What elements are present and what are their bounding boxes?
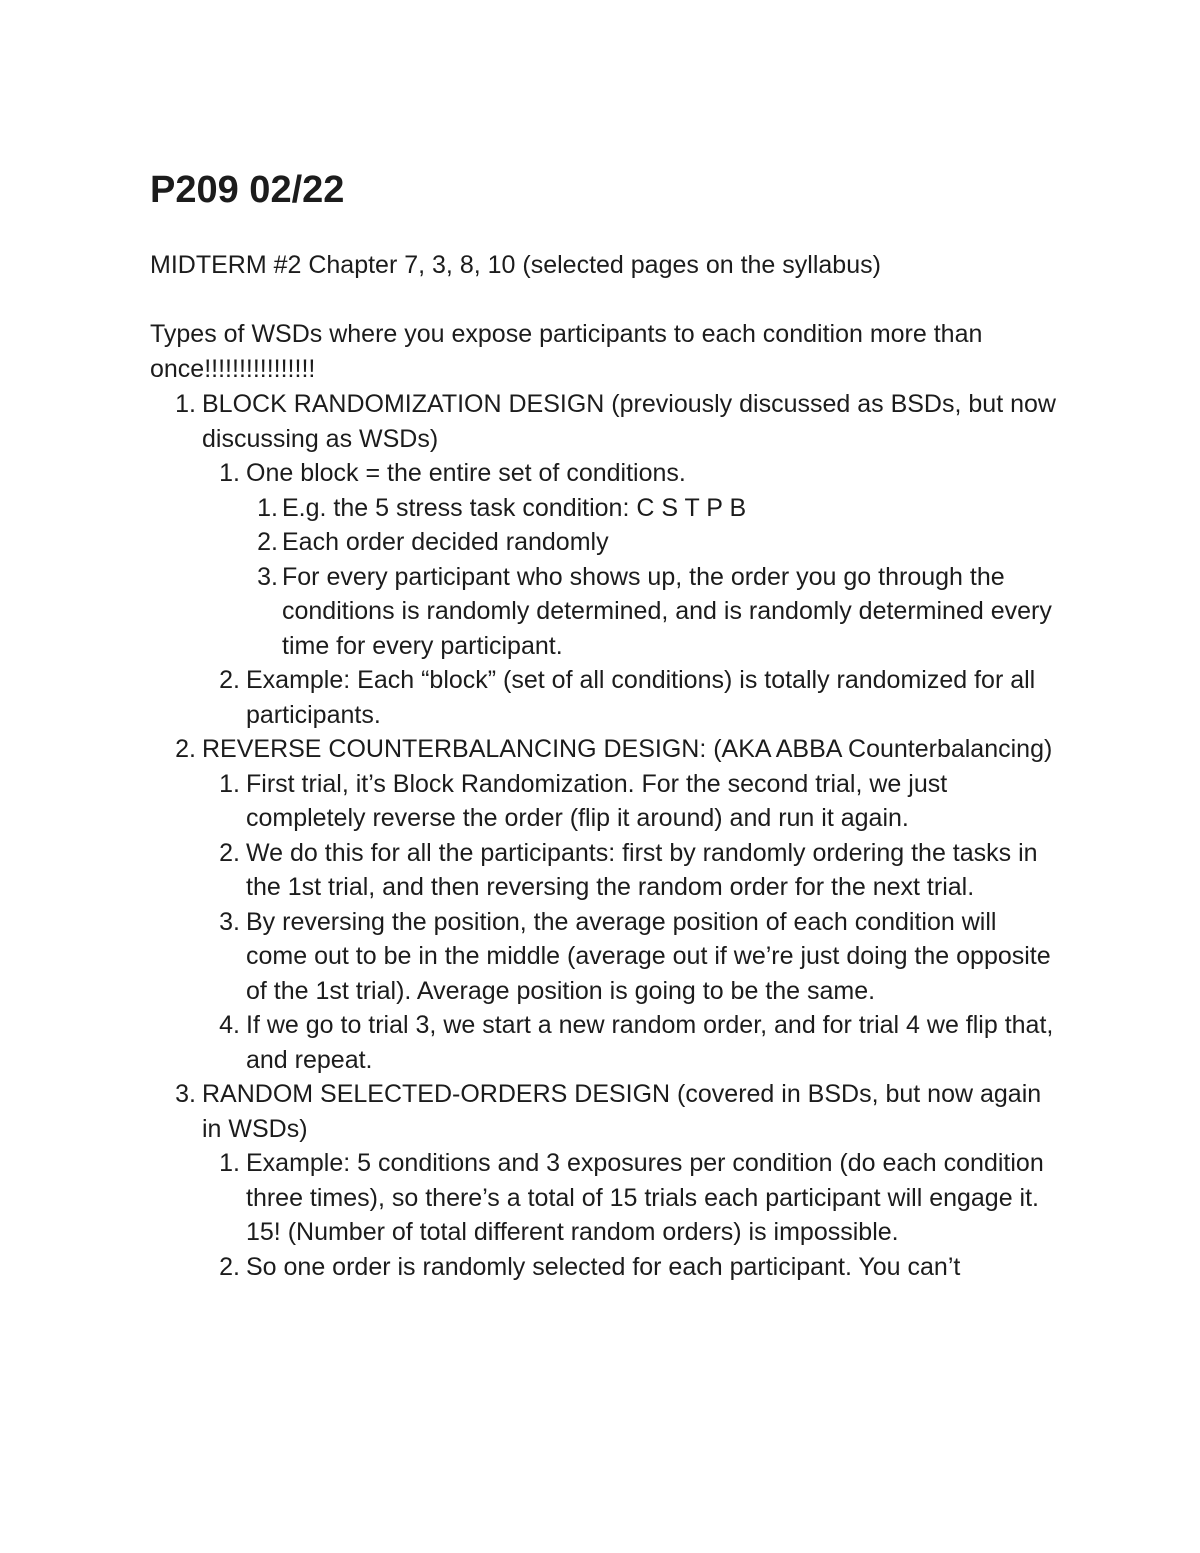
list-item xyxy=(194,663,1060,732)
list-item-text: So one order is randomly selected for each participant. You can’t xyxy=(246,1252,961,1281)
list-item xyxy=(194,1250,1060,1285)
list-item-text: For every participant who shows up, the order you go through the conditions is randomly determined, and is randomly determined every time for every participant. xyxy=(282,562,1052,660)
list-item-text: First trial, it’s Block Randomization. For the second trial, we just completely reverse the order (flip it around) and run it again. xyxy=(246,769,948,832)
list-number: 2. xyxy=(219,666,240,694)
list-number: 2. xyxy=(257,528,278,556)
list-item xyxy=(194,1146,1060,1250)
list-item-text: E.g. the 5 stress task condition: C S T P B xyxy=(282,493,747,522)
list-number: 2. xyxy=(219,1252,240,1281)
midterm-note: MIDTERM #2 Chapter 7, 3, 8, 10 (selected pages on the syllabus) xyxy=(150,251,881,279)
list-number: 4. xyxy=(219,1011,240,1039)
list-item-text: BLOCK RANDOMIZATION DESIGN (previously discussed as BSDs, but now discussing as WSDs) xyxy=(202,390,1056,453)
list-item xyxy=(238,525,1060,560)
list-item-text: If we go to trial 3, we start a new random order, and for trial 4 we flip that, and repeat. xyxy=(246,1011,1054,1074)
list-item xyxy=(150,1077,1060,1284)
list-number: 3. xyxy=(175,1080,196,1108)
page-title: P209 02/22 xyxy=(150,169,345,211)
list-item-text: Example: Each “block” (set of all conditions) is totally randomized for all participants. xyxy=(246,666,1036,729)
intro-text: Types of WSDs where you expose participants to each condition more than once!!!!!!!!!!!!!!!! xyxy=(150,320,983,383)
list-item-text: We do this for all the participants: first by randomly ordering the tasks in the 1st trial, and then reversing the random order for the next trial. xyxy=(246,838,1038,901)
list-number: 3. xyxy=(257,562,278,591)
list-item xyxy=(194,767,1060,836)
list-item-text: REVERSE COUNTERBALANCING DESIGN: (AKA ABBA Counterbalancing) xyxy=(202,735,1053,763)
outline-list xyxy=(150,387,1060,1284)
list-number: 2. xyxy=(175,735,196,763)
list-item xyxy=(194,1008,1060,1077)
list-item xyxy=(238,560,1060,664)
list-number: 1. xyxy=(175,390,196,418)
list-item-text: Example: 5 conditions and 3 exposures per condition (do each condition three times), so there’s a total of 15 trials each participant will engage it. 15! (Number of total different random orders) is impossible. xyxy=(246,1149,1044,1246)
list-item xyxy=(194,836,1060,905)
list-item xyxy=(150,387,1060,732)
list-number: 1. xyxy=(219,1149,240,1177)
list-item xyxy=(238,491,1060,526)
list-item xyxy=(194,456,1060,663)
list-item-text: RANDOM SELECTED-ORDERS DESIGN (covered in BSDs, but now again in WSDs) xyxy=(202,1080,1042,1143)
list-number: 1. xyxy=(257,493,278,522)
list-number: 3. xyxy=(219,907,240,936)
list-item-text: By reversing the position, the average position of each condition will come out to be in the middle (average out if we’re just doing the opposite of the 1st trial). Average position is going to be the same. xyxy=(246,907,1051,1005)
list-item xyxy=(194,905,1060,1009)
list-number: 2. xyxy=(219,838,240,867)
list-number: 1. xyxy=(219,459,240,487)
list-item xyxy=(150,732,1060,1077)
list-item-text: Each order decided randomly xyxy=(282,528,609,556)
list-number: 1. xyxy=(219,769,240,798)
list-item-text: One block = the entire set of conditions. xyxy=(246,459,686,487)
